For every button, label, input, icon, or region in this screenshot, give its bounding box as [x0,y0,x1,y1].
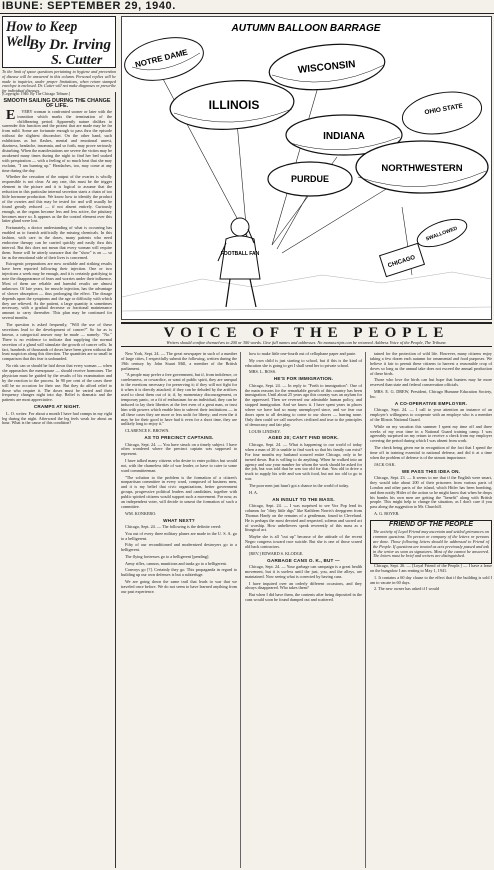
drop-cap: E [6,107,16,123]
letter-paragraph: I have inquired over an orderly different occasions, and they always disappeared. Who takes them? [245,580,362,591]
letter-heading: WE PASS THIS IDEA ON. [401,468,461,474]
letter-paragraph: Maybe she is all "out up" because of the attitude of the recent Negro congress toward race suicide. But she is one of those scared old back contractors. [245,534,362,549]
letter-heading: GARBAGE CANS O. K., BUT — [267,557,340,563]
bottom-balloon [414,214,470,252]
column-title-line1: How to Keep Well [6,19,78,50]
balloon-northwestern [356,141,488,193]
reply-paragraph: L. O. writes: For about a month I have had cramps in my right leg during the night. Afterward the leg feels weak for about an hour. What is the cause of this condition? [2,410,112,426]
letter-paragraph: how to make little one-fourth out of cellophane paper and paste. [249,352,357,356]
letter-heading: WHAT NEXT? [163,517,195,523]
letter-heading: A CO-OPERATIVE EMPLOYER. [394,400,468,406]
balloon-label: INDIANA [323,131,365,142]
copyright-line: [Copyright: 1940: By The Chicago Tribune.] [2,92,71,96]
column-title-line2: By Dr. Irving [28,37,111,53]
reply-heading: CRAMPS AT NIGHT. [33,404,81,410]
letter-paragraph: tained for the protection of wild life. However, many citizens enjoy taking a few dozen each autumn for ornamental and food purposes. We believe it fair to permit these citizens to harvest a reasonable crop of doves so long as the annual take does not exceed the annual production of these birds. [370,352,492,376]
balloon-label: WISCONSIN [297,59,357,77]
balloon-label: OHIO STATE [424,102,464,117]
letters-column-3 [370,352,492,868]
letter-paragraph: "A people may prefer a free government, but if, from indolence, or carelessness, or cowardice, or want of public spirit, they are unequal to the exertions necessary for preserving it; if they will not fight for it when it is directly attacked; if they can be deluded by the artifices used to cheat them out of it; if, by momentary discouragement, or temporary panic, or a fit of enthusiasm for an individual, they can be induced to lay their liberties at the feet even of a great man, or trust him with powers which enable him to subvert their institutions — in all these cases they are more or less unfit for liberty; and even the it may be for their good to have had it even for a short time, they are unlikely long to enjoy it." [121,372,237,427]
column-paragraph: VERY woman is confronted sooner or later with the transition which marks the termination of the childbearing period. Apparently nature dislikes to surrender this function and the protest that are made may be far from mild. Some are fortunate enough to pass thru the episode without the slightest discomfort. On the other hand, such exhibitions as hot flashes, mental and emotional unrest, dizziness, headache, insomnia, and so forth, may prove seriously disturbing. When the manifestations are severe the victim may be awakened many times during the night to find her bed soaked with perspiration — with a feeling of so much heat that she may exclaim, "I am burning up." Headaches, too, may come at any time during the day. [2,108,112,173]
letter-paragraph: I have talked many citizens who desire to enter politics but would not, with the chameless title of war leader, or have to cater to some ward committeeman. [121,458,237,473]
letter-paragraph: Chicago, Sept. 24. — The following is the definite creed: [125,523,221,529]
letter-paragraph: LOUIS LINDSEY. [249,428,281,434]
letters-list [370,352,492,517]
column-title-line3: S. Cutter [51,53,103,68]
voice-of-the-people-subtitle: Writers should confine themselves to 200 or 300 words. Give full names and addresses. No manuscripts can be returned. Address Voice of the People, The Tribune. [121,340,492,347]
fotp-item: Chicago, Sept. 26. — [Loyal Friend of the People.] — I have a lease on the bungalow I am renting to May 1, 1941. [370,563,492,574]
friend-of-the-people-box [370,520,492,564]
cartoon-drawing [122,17,491,319]
letter-paragraph: You out of every three military planes are made in the U. S. A. go to a belligerent. [121,530,237,541]
letter-paragraph: WM. KONKERO. [125,510,157,516]
letter-paragraph: We are going down the same trail that leads to war that we traveled once before. We do not seem to have learned anything from our past experience. [121,578,237,594]
balloon-label: NORTHWESTERN [381,163,463,174]
letter-heading: AN INSULT TO THE MASS. [272,496,335,502]
balloon-purdue [268,162,352,196]
cartoon-title: AUTUMN BALLOON BARRAGE [231,23,381,34]
balloon-label: ILLINOIS [208,98,260,112]
editorial-cartoon [121,16,492,320]
letter-paragraph: While on my vacation this summer I spent my time off and three weeks of my own time in a National Guard training camp. I was agreeably surprised on my return to receive a check from my employer covering the period during which I was absent from work. [370,423,492,444]
column-intro: To the limit of space questions pertaining to hygiene and prevention of disease will be answered in this column. Personal replies will be made to inquiries, under proper limitations, when return stamped envelope is enclosed. Dr. Cutter will not make diagnoses or prescribe for individual diseases. [2,69,116,94]
column-heading: SMOOTH SAILING DURING THE CHANGE OF LIFE. [3,97,111,109]
letter-paragraph: Chicago, Sept. 23. — It seems to me that if the English were smart, they would take about 200 of their prisoners from various parts of London and other parts of the island, which Hitler has been bombing, and then notify Hitler of the action so he might know that when he drops his bombs his own men are getting the "benefit" along with British people. This might help to change the situation, as I don't care if you pass along the suggestion to Mr. Churchill. [370,474,492,510]
friend-of-the-people-title: FRIEND OF THE PEOPLE [388,520,473,528]
voice-of-the-people-title: VOICE OF THE PEOPLE [121,322,492,340]
chicago-crate [380,243,425,276]
friend-of-the-people-intro: The activity of Loyal Friend may ascertain and settled grievances on common questions. No person or company of the letters or persons are done. Those following letters should be addressed to Friend of the People. If questions are treated as acts previously passed and ask in the writer as soon as signatures. Most of the cannot be answered. The letters must be brief and writers are distinguished. [373,528,489,559]
balloon-wisconsin [267,39,387,95]
letter-heading: AS TO PRECINCT CAPTAINS. [144,435,214,441]
letter-paragraph: New York, Sept. 24. — The great newspaper in such of a number of large cities, I respectfully submit the following, written during the 19th century by John Stuart Mill, a member of the British parliament. [121,352,237,371]
letter-paragraph: [REV.] EDWARD S. KLODGE. [249,550,304,556]
letter-paragraph: Chicago, Sept. 24. — What is happening to our world of today when a man of 20 is unable to find work so that his family can exist? For four months my husband scoured entire Chicago, only to be turned down. But is willing to do anything. When he walked into an agency and saw your number for whom the work should be asked for the job, but was told that he was too old for that. You old to drive a truck to supply his wife and son with food, but not too old to go to war. [245,441,362,482]
balloon-illinois [168,77,295,134]
masthead: IBUNE: SEPTEMBER 29, 1940. [0,0,494,14]
column-paragraph: Estrogenic preparations are now available and striking results have been reported following their injection. One or two injections a week may be enough, and it is certainly gratifying to note the disappearance of fears and worries under their influence. Most of them are reliable and harmful results are almost unknown. Of late years, for muscle injection, has the advantage of slower absorption — thus prolonging the effect. The dosage depends upon the symptoms and the age or difficulty with which they are relieved. As the patient, a large quantity is sometimes necessary, with a gradual decrease or fractional maintenance amount to carry thereafter. This plan may be continued for several months. [2,261,112,321]
chicago-label: CHICAGO [387,254,417,270]
letter-heading: AGED 20; CAN'T FIND WORK. [268,435,339,441]
letter-paragraph: JACK OAK. [374,461,396,467]
letter-paragraph: My own child is just starting to school, but if this is the kind of education she is going to get I shall send her to private school. [245,357,362,368]
column-paragraph: The question is asked frequently, "Will the use of these secretions lead to the development of cancer?" So far as is known, a categorical answer may be made — namely: "No." There is no evidence to indicate that supplying the normal secretion of a gland will stimulate the growth of cancer cells. In fact, hundreds of thousands of doses have been given without the least suspicion along this direction. The quantities are so small in comparison that this fear is unfounded. [2,321,112,362]
fotp-item: 2. The new owner has asked if I would [374,586,439,592]
column-paragraph: No risk can or should be laid down that every woman — when she approaches the menopause — should receive hormones. The physician must be guided by the results of his examination and by the reaction to the process. In 90 per cent of the cases there will be no occasion for their use. But they do afford relief to those who require it. The doses must be varied and their frequency changes night into day. Relief is dramatic and the patients are most appreciative. [2,363,112,403]
letter-paragraph: Army rifles, cannon, munitions and tanks go to a belligerent. [125,560,227,566]
fotp-item: 1. It contains a 60 day clause to the effect that if the building is sold I am to vacate in 60 days. [370,574,492,585]
letter-paragraph: The poor men just hasn't got a chance in the world of today. [249,482,350,488]
health-column [2,92,116,868]
balloon-notre-dame [122,31,207,87]
balloon-ohio-state [399,86,485,139]
letter-paragraph: Convoys go [?]. Certainly they go. This propaganda in regard to building up our own defenses is but a subterfuge. [121,567,237,578]
letter-paragraph: Those who love the birds can but hope that hunters may be more reserved than state and federal conservation officials. [370,377,492,388]
football-fan-figure [218,218,260,307]
balloon-label: PURDUE [290,174,330,184]
letter-paragraph: The flying fortresses go to a belligerent [pending]. [125,553,210,559]
letter-paragraph: Chicago, Sept. 24. — Your garbage can campaign is a great health movement, but it is useless until the just, you, and the alleys, are maintained. Now seeing what is corrected by having cans. [245,564,362,579]
balloon-label: SWALLOWED [425,225,459,243]
letters-column-1 [121,352,241,868]
letter-paragraph: Chicago, Sept. 24. — You have struck on a timely subject. I have often wondered where the precinct captain was supposed to represent. [121,441,237,457]
balloon-label: NOTRE DAME [134,47,189,70]
letter-paragraph: "The solution to the problem is the formation of a citizen's nonpartisan committee in every ward, composed of business men, and it is my belief that civic organizations, better government groups, progressive political leaders and candidates, together with public spirited citizens would support such a movement. For now, as an independent voter, will decide to unseat the formation of such a committee. [121,474,237,509]
letter-paragraph: A. G. BOYER. [374,511,400,517]
column-logo [2,16,116,68]
figure-label: FOOTBALL FAN [220,251,260,257]
letter-paragraph: Fifty of our reconditioned and modernized destroyers go to a belligerent. [121,542,237,553]
letter-heading: HE'S FOR IMMIGRATION. [273,376,334,382]
column-paragraph: Fortunately, a doctor understanding of what is occurring has enabled us to furnish artificially the missing chemicals. In this fashion, with care in the doses, many patients who need endocrine therapy can be carried quickly and easily thru this interval. But this does not mean that every woman will require them. Some will be utterly unaware that the "show" is on — so far as the emotional side of their lives is concerned. [2,225,112,260]
letter-paragraph: MRS. L. ROSS. [249,369,277,375]
letter-paragraph: Chicago, Sept. 24. — I was surprised to see Vox Pop lend its columns for "dirty little digs" like Kathleen Norris's deepgreen from Thomas Hardy on the remains of a gentleman, found in Cleveland. He is perhaps the most devoted and respected, solemn and sacred act of worship. How unbelievers speak reverently of this mass as a liturgical act. [245,502,362,533]
letter-paragraph: MRS. E. G. DREW, President, Chicago Humane Education Society, Inc. [370,388,492,399]
letter-paragraph: Chicago, Sept. 24. — I call to your attention an instance of an employer's willingness to cooperate with an employe who is a member of the Illinois National Guard. [370,407,492,422]
letter-paragraph: CLARENCE E. BROWN. [125,428,170,434]
letter-paragraph: H. A. [249,489,258,495]
letter-paragraph: The check being given me in recognition of the fact that I spend the time off in training essential to national defense, and did it at a time when the problem of defense is of the utmost importance. [370,445,492,460]
column-paragraph: Whether the cessation of the output of the ovaries is wholly responsible is not clear. At any rate, this must be the trigger element in the picture and it is logical to assume that the reduction in this particular internal secretion starts a chain of too little hormone production. We know how to identify the product of the ovaries and this may be tested for and will usually be found greatly reduced — if not absent entirely. Curiously enough, as the organs become less and less active, the pituitary becomes more so. It appears as the the control element over this latter gland were lost. [2,174,112,224]
letters-column-2 [245,352,366,868]
letter-paragraph: But when I did have them, the contents after being deposited in the cans would soon be found dumped out and scattered. [245,592,362,603]
letter-paragraph: Chicago, Sept. 24. — In reply to "Forth to immigration": One of the main reasons for the remarkable growth of this country has been immigration. Until about 25 years ago this country was an asylum for the oppressed. Then we reversed our admirable human policy, and stopped immigration. And we know it. I have spent years in places where we have had so many unemployed since, and we fear our doors open to all desiring to come to our shores — barring none. Only then could we call ourselves civilized and true to the principles of democracy and fair play. [245,382,362,427]
